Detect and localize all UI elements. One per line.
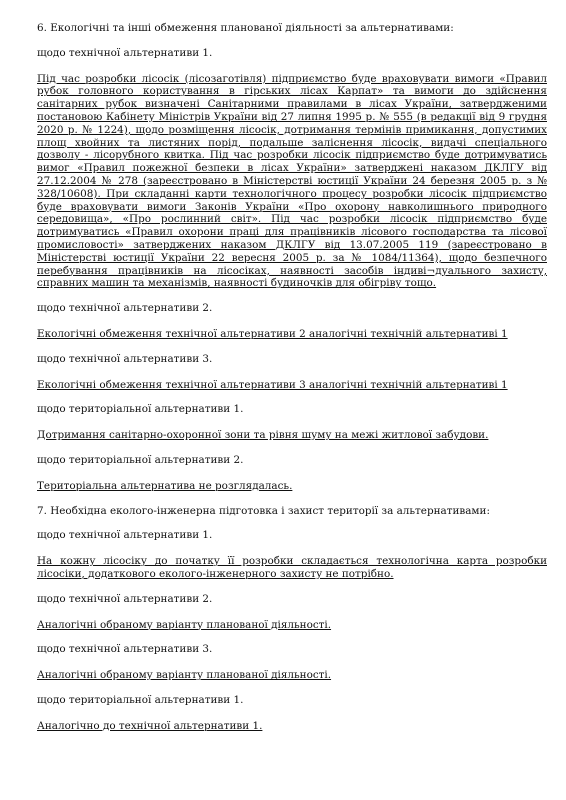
sec6-tech-alt-1-label: щодо технічної альтернативи 1. xyxy=(37,46,213,59)
sec6-tech-alt-3-label: щодо технічної альтернативи 3. xyxy=(37,352,213,365)
sec6-terr-alt-1-text: Дотримання санітарно-охоронної зони та рівня шуму на межі житлової забудови. xyxy=(37,429,489,442)
sec7-terr-alt-1-label: щодо територіальної альтернативи 1. xyxy=(37,693,244,706)
sec7-tech-alt-2-text: Аналогічні обраному варіанту планованої діяльності. xyxy=(37,618,332,631)
document-page xyxy=(37,22,547,744)
section-7-heading: 7. Необхідна еколого-інженерна підготовка і захист території за альтернативами: xyxy=(37,504,490,517)
sec6-tech-alt-2-label: щодо технічної альтернативи 2. xyxy=(37,302,213,315)
sec6-terr-alt-2-label: щодо територіальної альтернативи 2. xyxy=(37,453,244,466)
sec6-terr-alt-2-text: Територіальна альтернатива не розглядалась. xyxy=(37,479,293,492)
section-6-heading: 6. Екологічні та інші обмеження планованої діяльності за альтернативами: xyxy=(37,22,454,34)
sec7-tech-alt-1-text: На кожну лісосіку до початку її розробки складається технологічна карта розробки лісосіки, додаткового еколого-інженерного захисту не потрібно. xyxy=(37,555,547,580)
sec6-tech-alt-3-text: Екологічні обмеження технічної альтернативи 3 аналогічні технічній альтернативі 1 xyxy=(37,378,508,391)
sec7-tech-alt-1-label: щодо технічної альтернативи 1. xyxy=(37,529,213,542)
sec6-terr-alt-1-label: щодо територіальної альтернативи 1. xyxy=(37,403,244,416)
sec7-tech-alt-2-label: щодо технічної альтернативи 2. xyxy=(37,592,213,605)
sec6-tech-alt-2-text: Екологічні обмеження технічної альтернативи 2 аналогічні технічній альтернативі 1 xyxy=(37,327,508,340)
sec7-terr-alt-1-text: Аналогічно до технічної альтернативи 1. xyxy=(37,719,263,732)
sec6-tech-alt-1-text: Під час розробки лісосік (лісозаготівля) підприємство буде враховувати вимоги «Правил рубок головного користування в гірських лісах Карпат» та вимоги до здійснення санітарних рубок визначені Санітарними правилами в лісах України, затвердженими постановою Кабінету Міністрів України від 27 липня 1995 р. № 555 (в редакції від 9 грудня 2020 р. № 1224), щодо розміщення лісосік, дотримання термінів примикання, допустимих площ хвойних та листяних порід, подальше заліснення лісосік, видачі спеціального дозволу - лісорубного квитка. Під час розробки лісосік підприємство буде дотримуватись вимог «Правил пожежної безпеки в лісах України» затверджені наказом ДКЛГУ від 27.12.2004 № 278 (зареєстровано в Міністерстві юстиції України 24 березня 2005 р. з № 328/10608). При складанні карти технологічного процесу розробки лісосік підприємство буде враховувати вимоги Законів України «Про охорону навколишнього природного середовища», «Про рослинний світ». Під час розробки лісосік підприємство буде дотримуватись «Правил охорони праці для працівників лісового господарства та лісової промисловості» затверджених наказом ДКЛГУ від 13.07.2005 119 (зареєстровано в Міністерстві юстиції України 22 вересня 2005 р. за № 1084/11364), щодо безпечного перебування працівників на лісосіках, наявності засобів індиві¬дуального захисту, справних машин та механізмів, наявності будиночків для обігріву тощо. xyxy=(37,72,547,290)
sec7-tech-alt-3-label: щодо технічної альтернативи 3. xyxy=(37,643,213,656)
sec7-tech-alt-3-text: Аналогічні обраному варіанту планованої діяльності. xyxy=(37,669,332,682)
